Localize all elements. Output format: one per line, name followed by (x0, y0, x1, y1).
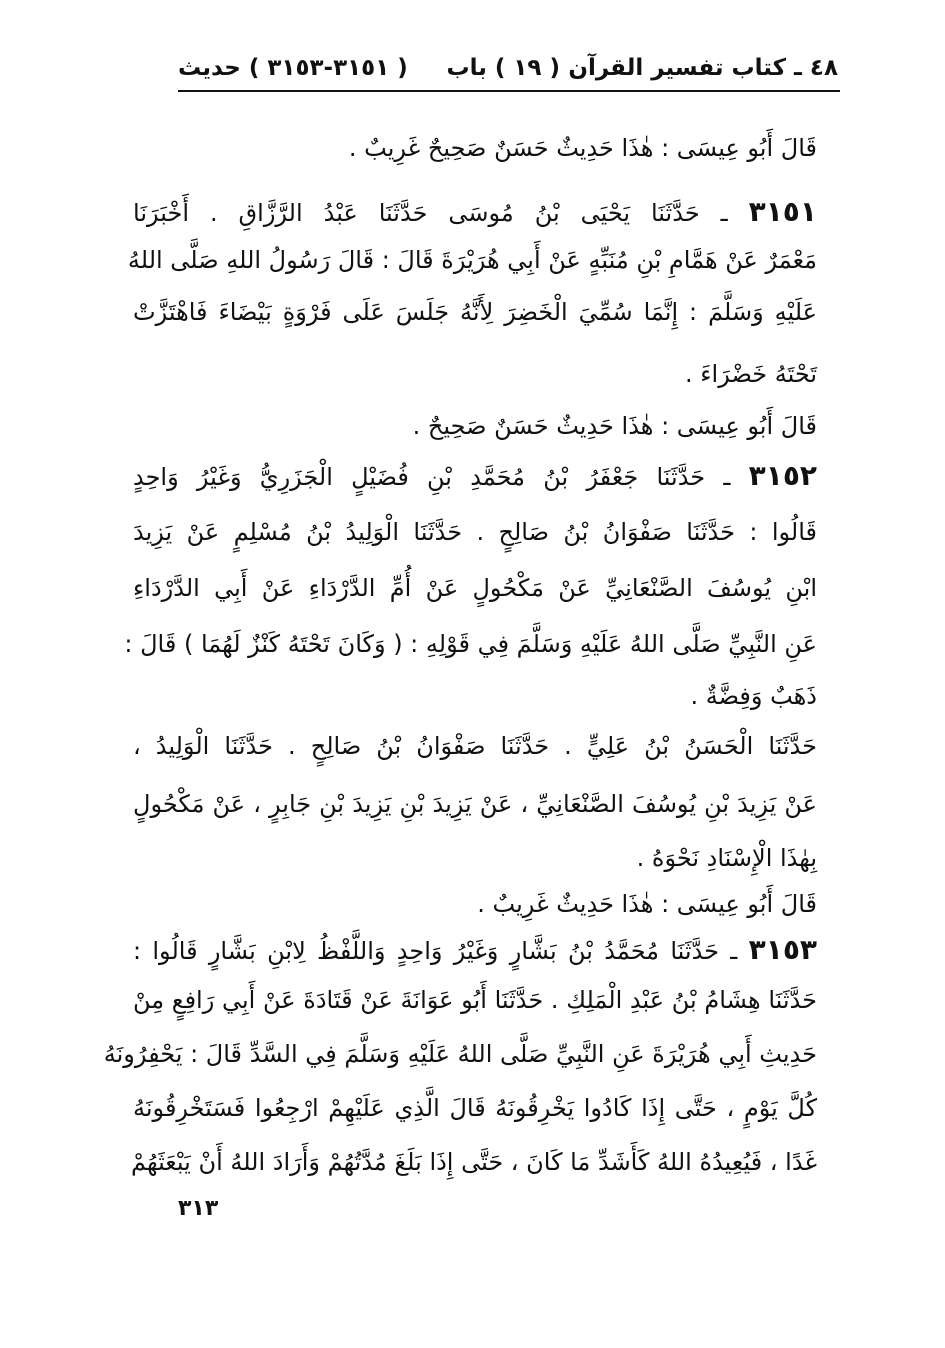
line-text: قَالُوا : حَدَّثَنَا صَفْوَانُ بْنُ صَالِحٍ . حَدَّثَنَا الْوَلِيدُ بْنُ مُسْلِمٍ عَنْ يَزِيدَ (133, 518, 817, 546)
header-rule (178, 90, 840, 92)
text-line (685, 354, 817, 394)
line-text: ـ حَدَّثَنَا جَعْفَرُ بْنُ مُحَمَّدِ بْنِ فُضَيْلٍ الْجَزَرِيُّ وَغَيْرُ وَاحِدٍ (133, 463, 731, 491)
line-text: مَعْمَرٌ عَنْ هَمَّامِ بْنِ مُنَبِّهٍ عَنْ أَبِي هُرَيْرَةَ قَالَ : قَالَ رَسُولُ اللهِ صَلَّى اللهُ (127, 246, 817, 274)
line-text: حَدَّثَنَا الْحَسَنُ بْنُ عَلِيٍّ . حَدَّثَنَا صَفْوَانُ بْنُ صَالِحٍ . حَدَّثَنَا الْوَلِيدُ ، (133, 732, 817, 760)
text-line (103, 1034, 817, 1074)
text-line (133, 512, 817, 552)
text-line (637, 838, 817, 878)
hadith-number: ٣١٥٢ (748, 459, 817, 492)
text-line (133, 568, 817, 608)
line-text: بِهٰذَا الْإِسْنَادِ نَحْوَهُ . (636, 844, 817, 872)
text-line (133, 784, 817, 824)
running-header (178, 48, 838, 88)
line-text: كُلَّ يَوْمٍ ، حَتَّى إِذَا كَادُوا يَخْرِقُونَهُ قَالَ الَّذِي عَلَيْهِمْ ارْجِعُوا فَسَتَخْرِقُونَهُ (133, 1094, 817, 1122)
line-text: ـ حَدَّثَنَا مُحَمَّدُ بْنُ بَشَّارٍ وَغَيْرُ وَاحِدٍ وَاللَّفْظُ لِابْنِ بَشَّارٍ قَالُوا : (133, 937, 738, 965)
text-line (413, 406, 817, 446)
text-line (690, 676, 817, 716)
line-text: حَدَّثَنَا هِشَامُ بْنُ عَبْدِ الْمَلِكِ . حَدَّثَنَا أَبُو عَوَانَةَ عَنْ قَتَادَةَ عَنْ أَبِي رَافِعٍ مِنْ (133, 986, 817, 1014)
line-text: قَالَ أَبُو عِيسَى : هٰذَا حَدِيثٌ حَسَنٌ صَحِيحٌ . (412, 412, 817, 440)
line-text: ـ حَدَّثَنَا يَحْيَى بْنُ مُوسَى حَدَّثَنَا عَبْدُ الرَّزَّاقِ . أَخْبَرَنَا (133, 199, 728, 227)
text-line (133, 1088, 817, 1128)
hadith-line (133, 456, 817, 496)
hadith-line (133, 192, 817, 232)
page-number: ٣١٣ (178, 1196, 219, 1221)
hadith-number: ٣١٥١ (748, 195, 817, 228)
line-text: ابْنِ يُوسُفَ الصَّنْعَانِيِّ عَنْ مَكْحُولٍ عَنْ أُمِّ الدَّرْدَاءِ عَنْ أَبِي الدَّرْدَاءِ (133, 574, 817, 602)
line-text: قَالَ أَبُو عِيسَى : هٰذَا حَدِيثٌ غَرِيبٌ . (477, 890, 817, 918)
chapter-title: ٤٨ ـ كتاب تفسير القرآن (568, 55, 838, 81)
text-line (477, 884, 817, 924)
line-text: عَنِ النَّبِيِّ صَلَّى اللهُ عَلَيْهِ وَسَلَّمَ فِي قَوْلِهِ : ( وَكَانَ تَحْتَهُ كَنْزٌ لَهُمَا ) قَالَ : (124, 630, 817, 658)
text-line (133, 980, 817, 1020)
line-text: حَدِيثِ أَبِي هُرَيْرَةَ عَنِ النَّبِيِّ صَلَّى اللهُ عَلَيْهِ وَسَلَّمَ فِي السَّدِّ قَالَ : يَحْفِرُونَهُ (103, 1040, 817, 1068)
line-text: عَلَيْهِ وَسَلَّمَ : إِنَّمَا سُمِّيَ الْخَضِرَ لِأَنَّهُ جَلَسَ عَلَى فَرْوَةٍ بَيْضَاءَ فَاهْتَزَّتْ (133, 298, 817, 326)
hadith-line (133, 930, 817, 970)
line-text: ذَهَبٌ وَفِضَّةٌ . (690, 682, 817, 710)
text-line (133, 726, 817, 766)
text-line (133, 1142, 817, 1182)
text-line (133, 292, 817, 332)
text-line (127, 240, 817, 280)
text-line (349, 128, 817, 168)
line-text: قَالَ أَبُو عِيسَى : هٰذَا حَدِيثٌ حَسَنٌ صَحِيحٌ غَرِيبٌ . (348, 134, 817, 162)
line-text: عَنْ يَزِيدَ بْنِ يُوسُفَ الصَّنْعَانِيِّ ، عَنْ يَزِيدَ بْنِ يَزِيدَ بْنِ جَابِرٍ ، عَنْ مَكْحُولٍ (133, 790, 817, 818)
hadith-range: ( ٣١٥١-٣١٥٣ ) حديث (178, 55, 408, 81)
section-title: ( ١٩ ) باب (446, 55, 560, 81)
line-text: تَحْتَهُ خَضْرَاءَ . (684, 360, 817, 388)
hadith-number: ٣١٥٣ (748, 933, 817, 966)
line-text: غَدًا ، فَيُعِيدُهُ اللهُ كَأَشَدِّ مَا كَانَ ، حَتَّى إِذَا بَلَغَ مُدَّتُهُمْ وَأَرَادَ اللهُ أَنْ يَبْعَثَهُمْ (131, 1148, 817, 1176)
text-line (124, 624, 817, 664)
